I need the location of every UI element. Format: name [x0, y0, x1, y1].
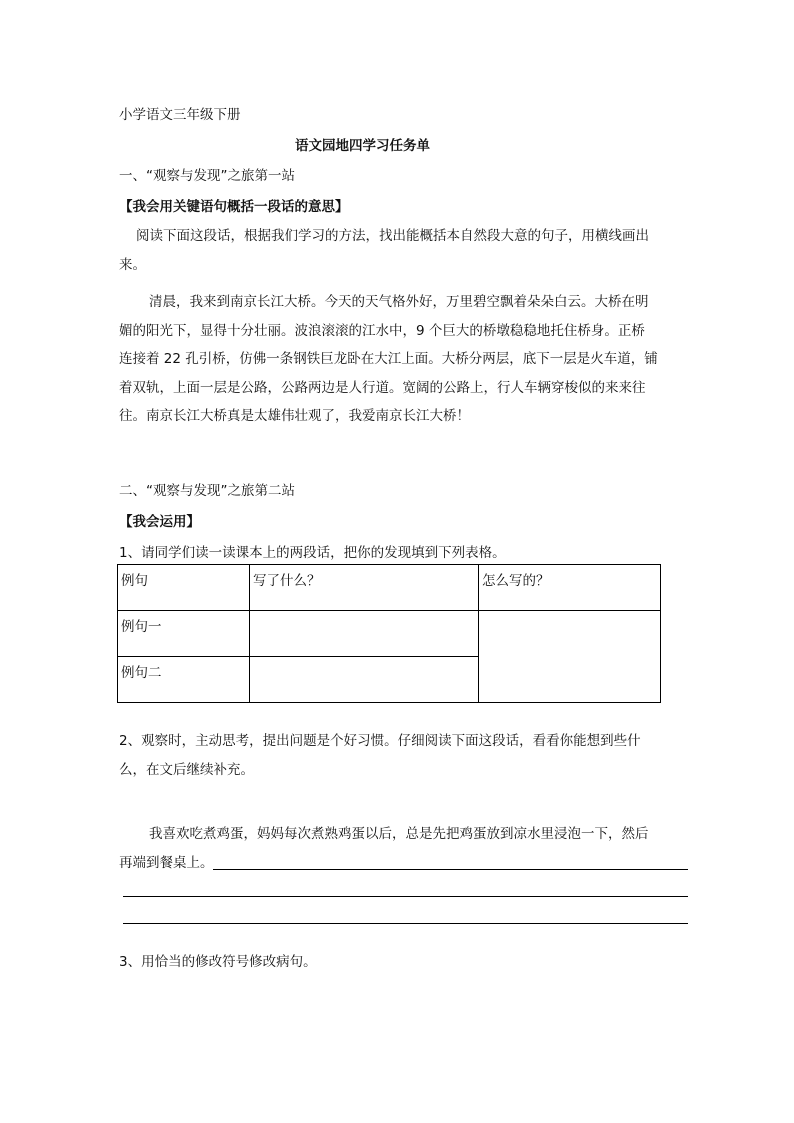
passage-line: 往。南京长江大桥真是太雄伟壮观了，我爱南京长江大桥！	[119, 408, 470, 424]
what-written-cell[interactable]	[250, 657, 479, 703]
table-header-cell: 怎么写的？	[479, 565, 661, 611]
table-row-label: 例句一	[118, 611, 250, 657]
question-2-line: 么，在文后继续补充。	[119, 761, 254, 778]
q2-passage-line: 再端到餐桌上。	[119, 854, 214, 871]
passage-line: 媚的阳光下，显得十分壮丽。波浪滚滚的江水中，9 个巨大的桥墩稳稳地托住桥身。正桥	[119, 322, 645, 339]
grade-label: 小学语文三年级下册	[119, 107, 241, 123]
table-row-label: 例句二	[118, 657, 250, 703]
passage-line: 连接着 22 孔引桥，仿佛一条钢铁巨龙卧在大江上面。大桥分两层，底下一层是火车道，铺	[119, 351, 658, 367]
answer-line[interactable]	[213, 869, 688, 870]
question-1: 1、请同学们读一读课本上的两段话，把你的发现填到下列表格。	[119, 545, 506, 561]
section2-task: 【我会运用】	[119, 514, 200, 530]
q2-passage-line: 我喜欢吃煮鸡蛋，妈妈每次煮熟鸡蛋以后，总是先把鸡蛋放到凉水里浸泡一下，然后	[149, 826, 649, 842]
table-header-cell: 写了什么？	[250, 565, 479, 611]
table-header-row	[118, 565, 661, 611]
section1-instruction	[119, 222, 664, 279]
observation-table	[117, 564, 661, 703]
section1-task: 【我会用关键语句概括一段话的意思】	[119, 199, 349, 215]
instruction-line: 来。	[119, 256, 146, 273]
page-title: 语文园地四学习任务单	[295, 138, 430, 154]
instruction-line: 阅读下面这段话，根据我们学习的方法，找出能概括本自然段大意的句子，用横线画出	[136, 228, 649, 244]
answer-line[interactable]	[123, 923, 688, 924]
question-2-line: 2、观察时，主动思考，提出问题是个好习惯。仔细阅读下面这段话，看看你能想到些什	[119, 733, 641, 749]
section1-passage	[119, 288, 664, 431]
passage-line: 清晨，我来到南京长江大桥。今天的天气格外好，万里碧空飘着朵朵白云。大桥在明	[149, 294, 649, 310]
table-row	[118, 611, 661, 657]
question-2	[119, 727, 664, 784]
answer-line[interactable]	[123, 896, 688, 897]
what-written-cell[interactable]	[250, 611, 479, 657]
how-written-cell[interactable]	[479, 611, 661, 703]
table-header-cell: 例句	[118, 565, 250, 611]
section1-heading: 一、“观察与发现”之旅第一站	[119, 168, 295, 184]
section2-heading: 二、“观察与发现”之旅第二站	[119, 483, 295, 499]
passage-line: 着双轨，上面一层是公路，公路两边是人行道。宽阔的公路上，行人车辆穿梭似的来来往	[119, 379, 646, 396]
question-3: 3、用恰当的修改符号修改病句。	[119, 954, 317, 970]
